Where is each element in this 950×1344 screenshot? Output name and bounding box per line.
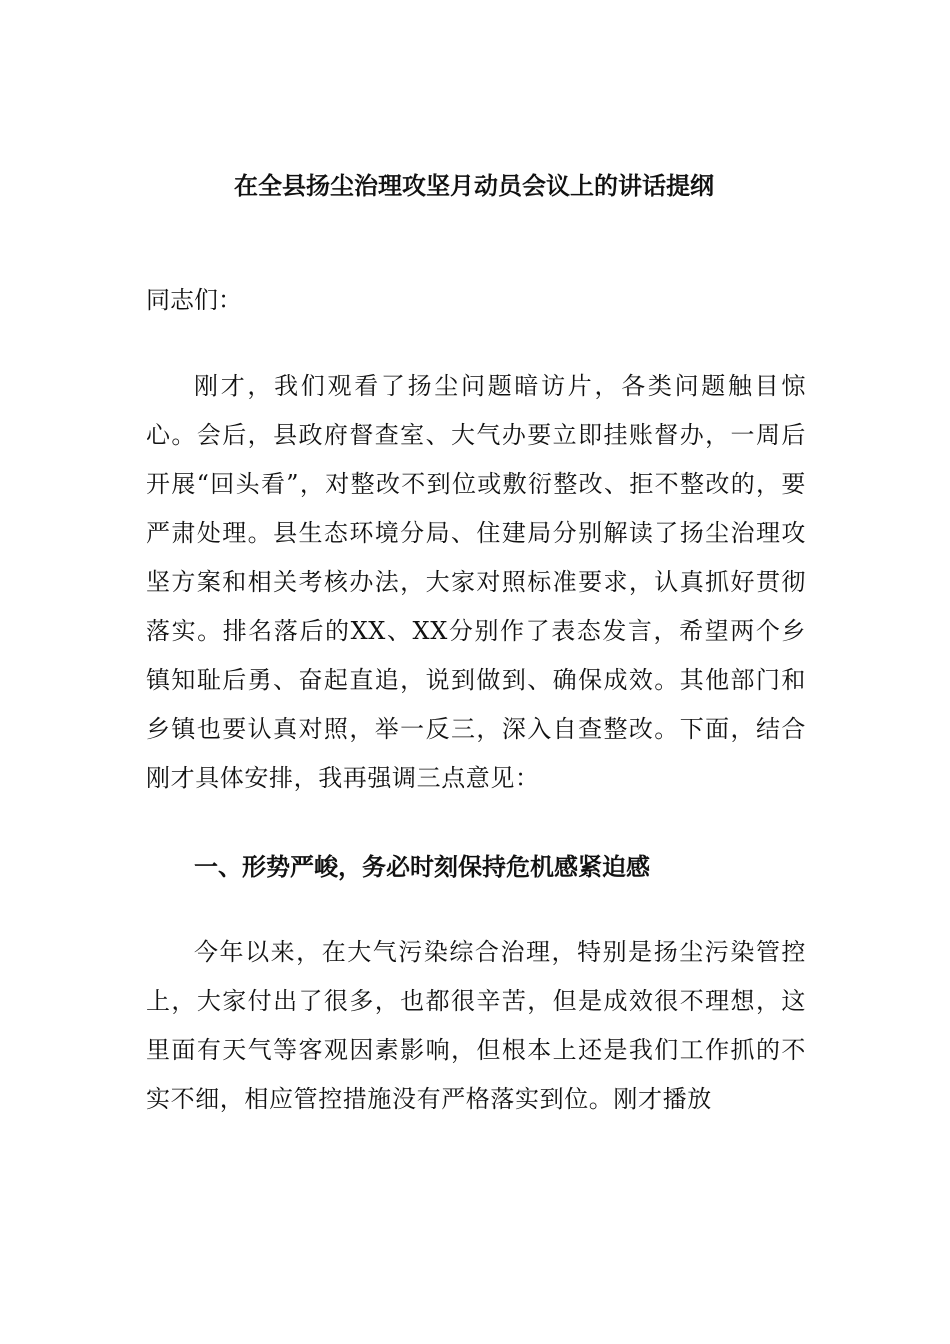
salutation: 同志们： (146, 286, 242, 314)
body-paragraph-1: 刚才，我们观看了扬尘问题暗访片，各类问题触目惊心。会后，县政府督查室、大气办要立即挂账督办，一周后开展“回头看”，对整改不到位或敷衍整改、拒不整改的，要严肃处理。县生态环境分局、住建局分别解读了扬尘治理攻坚方案和相关考核办法，大家对照标准要求，认真抓好贯彻落实。排名落后的XX、XX分别作了表态发言，希望两个乡镇知耻后勇、奋起直追，说到做到、确保成效。其他部门和乡镇也要认真对照，举一反三，深入自查整改。下面，结合刚才具体安排，我再强调三点意见： (146, 372, 806, 792)
document-title: 在全县扬尘治理攻坚月动员会议上的讲话提纲 (234, 171, 714, 200)
section-heading-1: 一、形势严峻，务必时刻保持危机感紧迫感 (194, 852, 650, 881)
body-paragraph-2: 今年以来，在大气污染综合治理，特别是扬尘污染管控上，大家付出了很多，也都很辛苦，但是成效很不理想，这里面有天气等客观因素影响，但根本上还是我们工作抓的不实不细，相应管控措施没有严格落实到位。刚才播放 (146, 938, 806, 1113)
